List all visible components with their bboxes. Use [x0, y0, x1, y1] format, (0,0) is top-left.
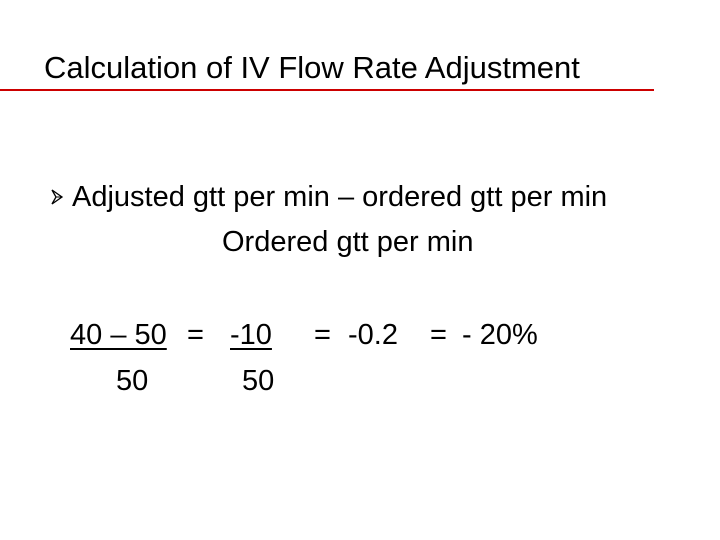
title-underline-rule — [0, 89, 654, 91]
fraction1-numerator: 40 – 50 — [70, 319, 167, 351]
equals-sign-2: = — [314, 319, 331, 351]
fraction2-denominator: 50 — [242, 365, 275, 397]
arrow-bullet-icon — [50, 189, 64, 205]
slide-title: Calculation of IV Flow Rate Adjustment — [44, 50, 580, 85]
formula-numerator: Adjusted gtt per min – ordered gtt per min — [72, 181, 608, 213]
percent-result: - 20% — [462, 319, 538, 351]
equals-sign-3: = — [430, 319, 447, 351]
fraction2-numerator: -10 — [230, 319, 272, 351]
fraction1-denominator: 50 — [116, 365, 149, 397]
equals-sign-1: = — [187, 319, 204, 351]
decimal-result: -0.2 — [348, 319, 398, 351]
formula-denominator: Ordered gtt per min — [222, 226, 474, 258]
